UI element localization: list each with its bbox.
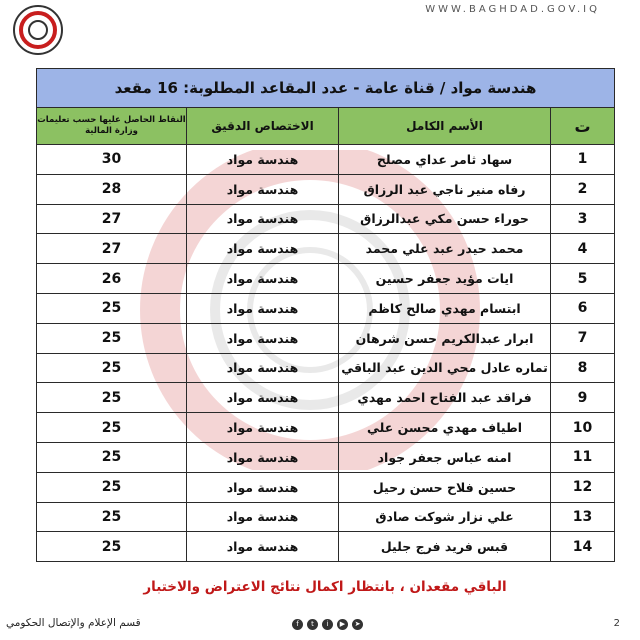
cell-points: 25	[37, 472, 187, 502]
col-header-number: ت	[551, 108, 615, 145]
table-row	[37, 145, 615, 175]
cell-specialization: هندسة مواد	[187, 472, 339, 502]
cell-number: 7	[551, 323, 615, 353]
instagram-icon[interactable]: i	[322, 619, 333, 630]
table-row	[37, 472, 615, 502]
cell-points: 27	[37, 204, 187, 234]
table-row	[37, 442, 615, 472]
twitter-icon[interactable]: t	[307, 619, 318, 630]
cell-specialization: هندسة مواد	[187, 264, 339, 294]
cell-number: 8	[551, 353, 615, 383]
cell-specialization: هندسة مواد	[187, 532, 339, 562]
cell-name: رفاه منير ناجي عبد الرزاق	[339, 174, 551, 204]
cell-number: 4	[551, 234, 615, 264]
cell-specialization: هندسة مواد	[187, 383, 339, 413]
cell-specialization: هندسة مواد	[187, 353, 339, 383]
cell-number: 11	[551, 442, 615, 472]
cell-specialization: هندسة مواد	[187, 502, 339, 532]
table-row	[37, 353, 615, 383]
cell-name: فراقد عبد الفتاح احمد مهدي	[339, 383, 551, 413]
cell-name: تماره عادل محي الدين عبد الباقي	[339, 353, 551, 383]
cell-specialization: هندسة مواد	[187, 413, 339, 443]
cell-name: حوراء حسن مكي عبدالرزاق	[339, 204, 551, 234]
cell-points: 25	[37, 502, 187, 532]
table-row	[37, 532, 615, 562]
cell-points: 30	[37, 145, 187, 175]
cell-specialization: هندسة مواد	[187, 174, 339, 204]
youtube-icon[interactable]: ▶	[337, 619, 348, 630]
cell-name: ايات مؤيد جعفر حسين	[339, 264, 551, 294]
table-title-row	[37, 69, 615, 108]
table-row	[37, 234, 615, 264]
cell-name: اطياف مهدي محسن علي	[339, 413, 551, 443]
cell-number: 9	[551, 383, 615, 413]
cell-name: امنه عباس جعفر جواد	[339, 442, 551, 472]
cell-name: ابتسام مهدي صالح كاظم	[339, 293, 551, 323]
cell-specialization: هندسة مواد	[187, 204, 339, 234]
cell-name: حسين فلاح حسن رحيل	[339, 472, 551, 502]
cell-points: 25	[37, 323, 187, 353]
table-row	[37, 502, 615, 532]
cell-name: محمد حيدر عبد علي محمد	[339, 234, 551, 264]
cell-number: 10	[551, 413, 615, 443]
table-row	[37, 204, 615, 234]
cell-number: 12	[551, 472, 615, 502]
cell-specialization: هندسة مواد	[187, 145, 339, 175]
cell-points: 25	[37, 383, 187, 413]
cell-name: سهاد ثامر عداي مصلح	[339, 145, 551, 175]
telegram-icon[interactable]: ➤	[352, 619, 363, 630]
table-row	[37, 323, 615, 353]
cell-name: علي نزار شوكت صادق	[339, 502, 551, 532]
cell-number: 14	[551, 532, 615, 562]
candidates-table	[36, 68, 615, 562]
table-row	[37, 174, 615, 204]
cell-number: 5	[551, 264, 615, 294]
table-row	[37, 293, 615, 323]
page-number: 2	[613, 618, 620, 629]
table-title: هندسة مواد / قناة عامة - عدد المقاعد المطلوبة: 16 مقعد	[37, 69, 615, 108]
table-row	[37, 383, 615, 413]
remaining-seats-note: الباقي مقعدان ، بانتظار اكمال نتائج الاعتراض والاختبار	[143, 579, 507, 595]
col-header-name: الأسم الكامل	[339, 108, 551, 145]
cell-specialization: هندسة مواد	[187, 323, 339, 353]
col-header-specialization: الاختصاص الدقيق	[187, 108, 339, 145]
cell-number: 2	[551, 174, 615, 204]
col-header-points: النقاط الحاصل عليها حسب تعليمات وزارة المالية	[37, 108, 187, 145]
cell-name: ابرار عبدالكريم حسن شرهان	[339, 323, 551, 353]
website-url: WWW.BAGHDAD.GOV.IQ	[425, 4, 600, 15]
cell-specialization: هندسة مواد	[187, 234, 339, 264]
table-row	[37, 264, 615, 294]
social-icons	[292, 619, 363, 630]
cell-points: 25	[37, 353, 187, 383]
cell-points: 25	[37, 442, 187, 472]
table-header-row	[37, 108, 615, 145]
table-row	[37, 413, 615, 443]
cell-points: 27	[37, 234, 187, 264]
baghdad-governorate-logo	[12, 4, 64, 56]
cell-points: 25	[37, 532, 187, 562]
cell-points: 25	[37, 413, 187, 443]
cell-points: 26	[37, 264, 187, 294]
cell-number: 13	[551, 502, 615, 532]
cell-number: 3	[551, 204, 615, 234]
cell-specialization: هندسة مواد	[187, 293, 339, 323]
cell-points: 25	[37, 293, 187, 323]
cell-number: 1	[551, 145, 615, 175]
department-label: قسم الإعلام والإتصال الحكومي	[6, 617, 141, 629]
cell-name: قبس فريد فرج جليل	[339, 532, 551, 562]
cell-number: 6	[551, 293, 615, 323]
cell-specialization: هندسة مواد	[187, 442, 339, 472]
cell-points: 28	[37, 174, 187, 204]
facebook-icon[interactable]: f	[292, 619, 303, 630]
